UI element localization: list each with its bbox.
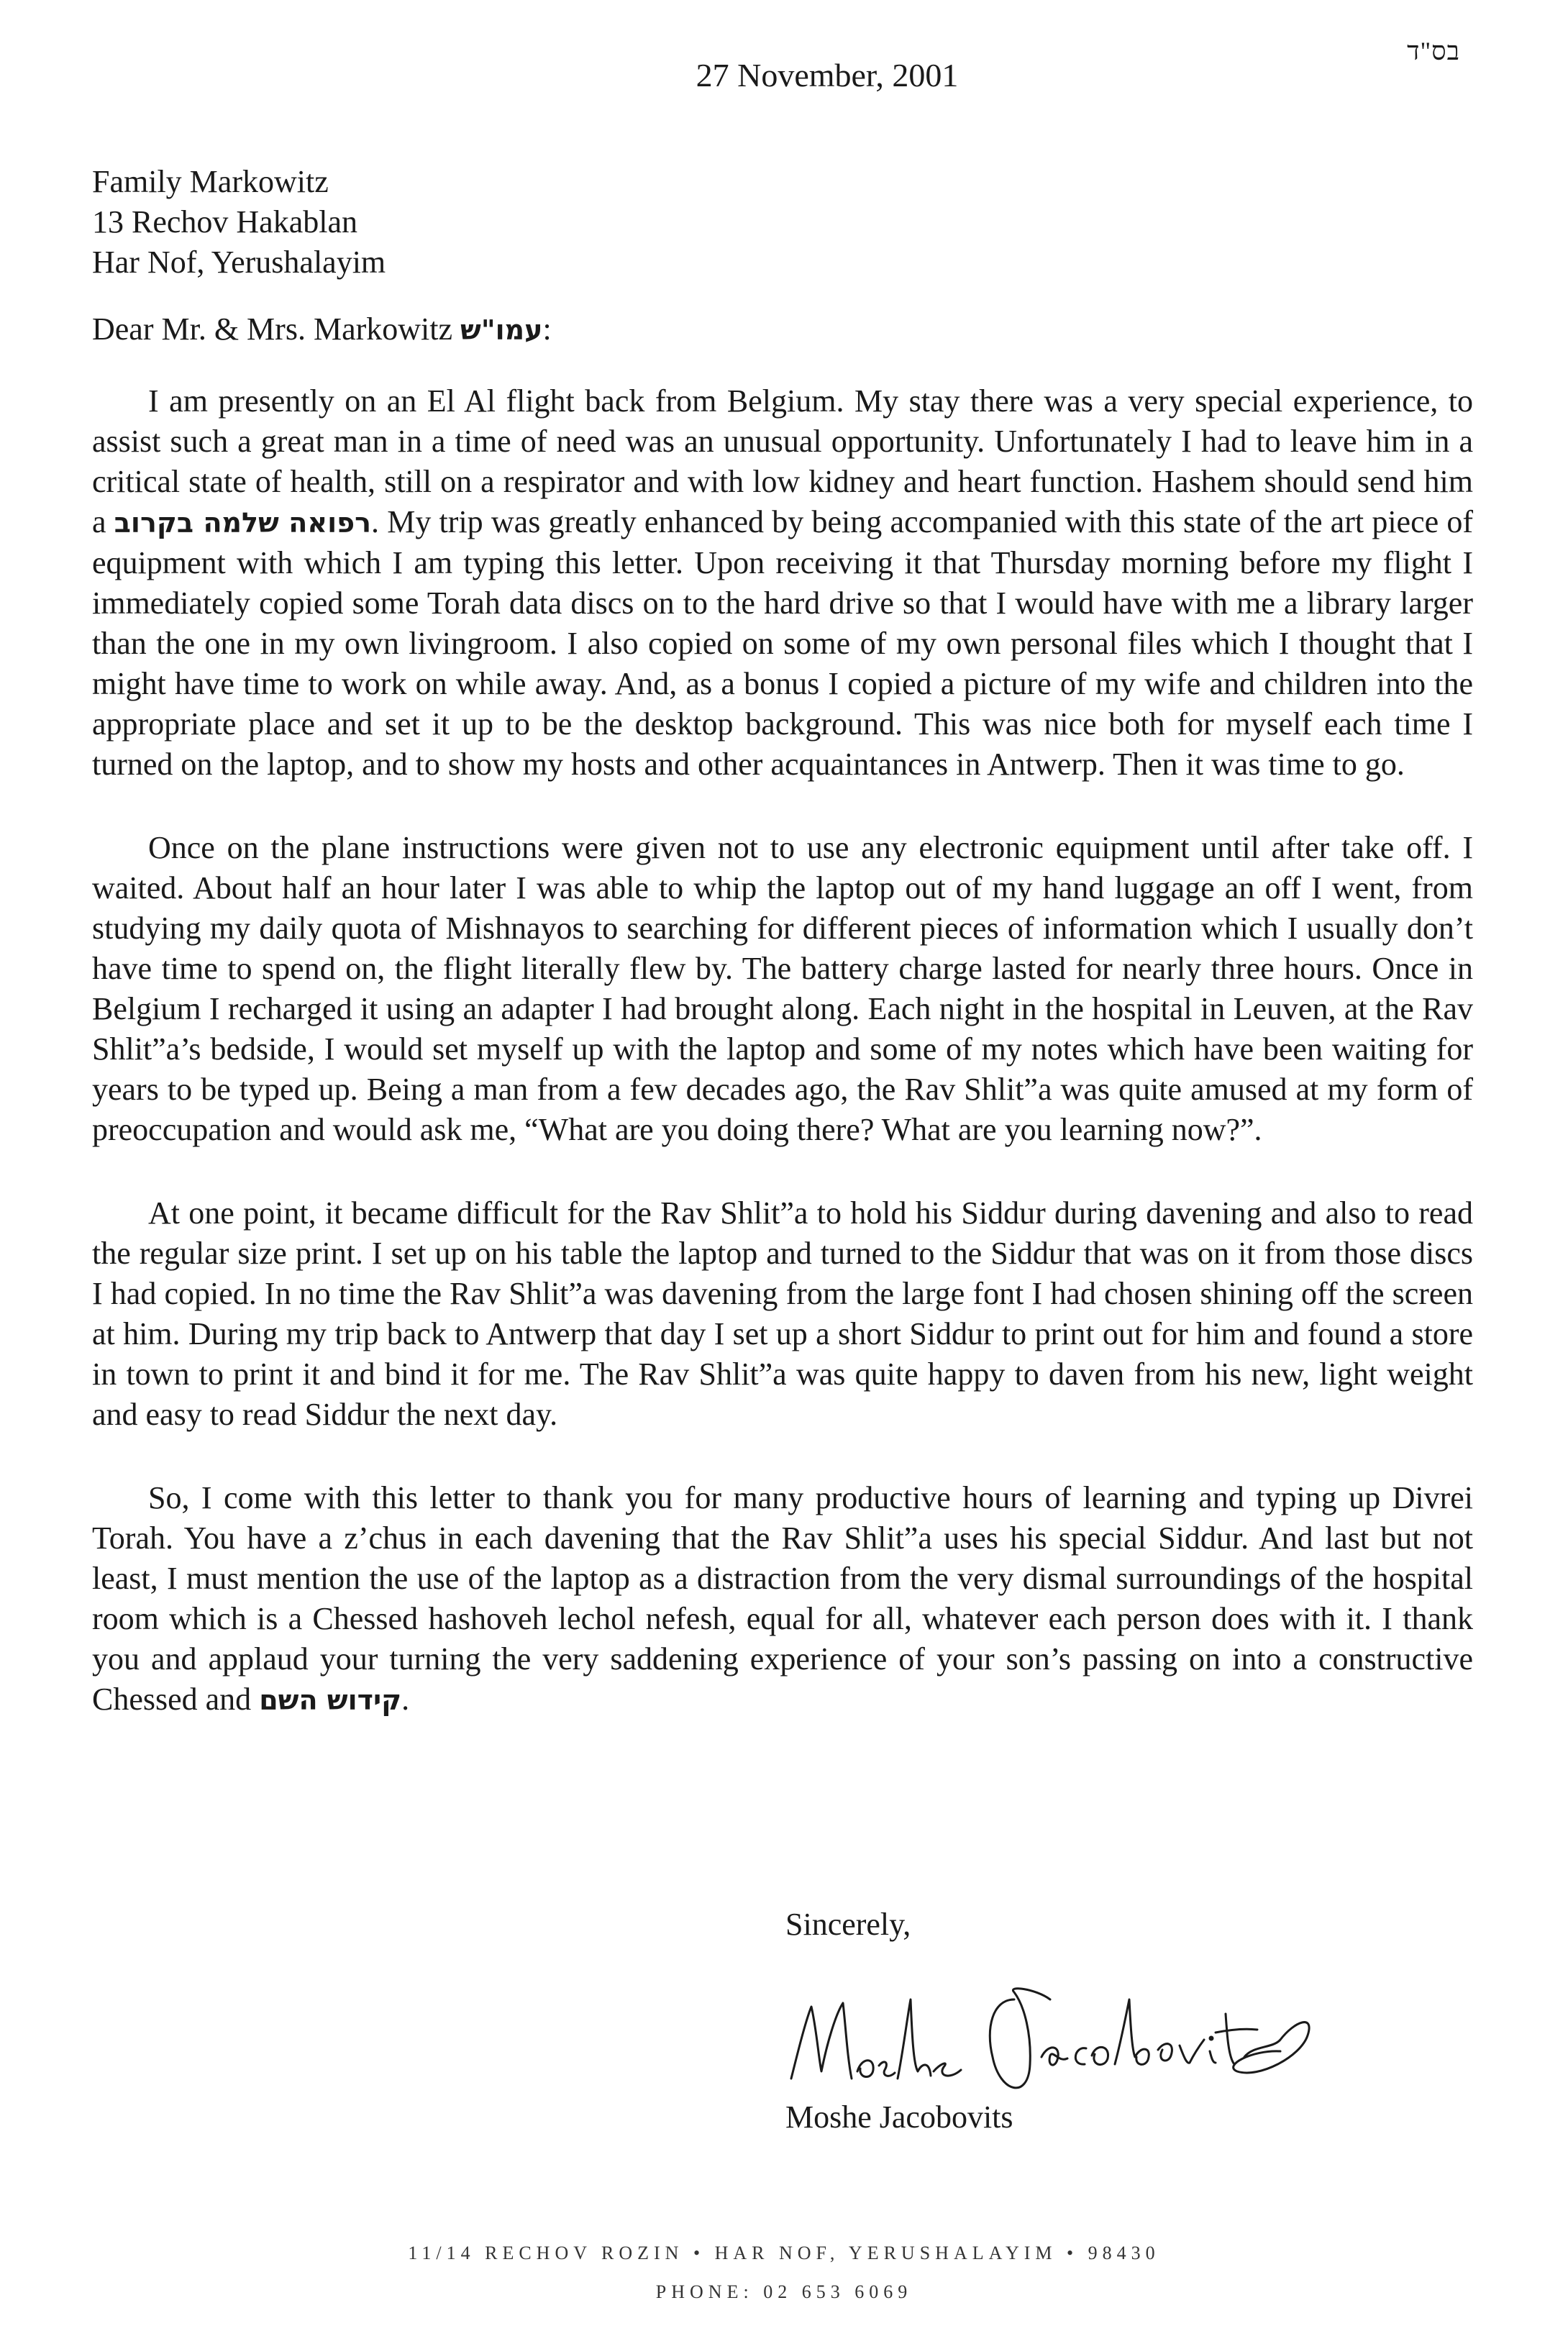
footer-address: 11/14 RECHOV ROZIN • HAR NOF, YERUSHALAYIM • 98430 bbox=[408, 2243, 1160, 2263]
recipient-line-3: Har Nof, Yerushalayim bbox=[92, 245, 386, 280]
paragraph-4-hebrew: קידוש השם bbox=[259, 1684, 402, 1716]
corner-mark: בס"ד bbox=[1407, 37, 1460, 65]
recipient-line-1: Family Markowitz bbox=[92, 164, 329, 199]
paragraph-1-hebrew: רפואה שלמה בקרוב bbox=[114, 507, 371, 539]
footer-phone: PHONE: 02 653 6069 bbox=[655, 2281, 913, 2302]
paragraph-1-text-a: I am presently on an El Al flight back from Belgium. My stay there was a very special experience, to assist such a great man in a time of need was an unusual opportunity. Unfortunately I had to leave him in a critical state of health, still on a respirator and with low kidney and heart function. Hashem should send him a bbox=[92, 383, 1473, 539]
paragraph-3: At one point, it became difficult for the Rav Shlit”a to hold his Siddur during davening and also to read the regular size print. I set up on his table the laptop and turned to the Siddur that was on it from those discs I had copied. In no time the Rav Shlit”a was davening from the large font I had chosen shining off the screen at him. During my trip back to Antwerp that day I set up a short Siddur to print out for him and found a store in town to print it and bind it for me. The Rav Shlit”a was quite happy to daven from his new, light weight and easy to read Siddur the next day. bbox=[92, 1195, 1473, 1432]
valediction: Sincerely, bbox=[785, 1907, 911, 1942]
paragraph-4-text-a: So, I come with this letter to thank you for many productive hours of learning and typing up Divrei Torah. You have a z’chus in each davening that the Rav Shlit”a uses his special Siddur. And last but not least, I must mention the use of the laptop as a distraction from the very dismal surroundings of the hospital room which is a Chessed hashoveh lechol nefesh, equal for all, whatever each person does with it. I thank you and applaud your turning the very saddening experience of your son’s passing on into a constructive Chessed and bbox=[92, 1480, 1473, 1717]
paragraph-2: Once on the plane instructions were given not to use any electronic equipment until after take off. I waited. About half an hour later I was able to whip the laptop out of my hand luggage an off I went, from studying my daily quota of Mishnayos to searching for different pieces of information which I usually don’t have time to spend on, the flight literally flew by. The battery charge lasted for nearly three hours. Once in Belgium I recharged it using an adapter I had brought along. Each night in the hospital in Leuven, at the Rav Shlit”a’s bedside, I would set myself up with the laptop and some of my notes which have been waiting for years to be typed up. Being a man from a few decades ago, the Rav Shlit”a was quite amused at my form of preoccupation and would ask me, “What are you doing there? What are you learning now?”. bbox=[92, 830, 1473, 1147]
handwritten-signature bbox=[777, 1971, 1323, 2107]
salutation bbox=[92, 311, 552, 347]
salutation-hebrew: עמו"ש bbox=[460, 314, 543, 346]
paragraph-1-text-b: . My trip was greatly enhanced by being accompanied with this state of the art piece of equipment with which I am typing this letter. Upon receiving it that Thursday morning before my flight I immediately copied some Torah data discs on to the hard drive so that I would have with me a library larger than the one in my own livingroom. I also copied on some of my own personal files which I thought that I might have time to work on while away. And, as a bonus I copied a picture of my wife and children into the appropriate place and set it up to be the desktop background. This was nice both for myself each time I turned on the laptop, and to show my hosts and other acquaintances in Antwerp. Then it was time to go. bbox=[92, 504, 1473, 782]
letter-date: 27 November, 2001 bbox=[696, 57, 959, 93]
paragraph-4 bbox=[92, 1478, 1473, 1720]
signer-name: Moshe Jacobovits bbox=[785, 2099, 1013, 2135]
paragraph-1 bbox=[92, 381, 1473, 785]
salutation-text: Dear Mr. & Mrs. Markowitz bbox=[92, 311, 461, 347]
recipient-address bbox=[92, 162, 386, 283]
paragraph-4-text-b: . bbox=[401, 1682, 410, 1717]
letter-body bbox=[92, 381, 1473, 1764]
salutation-suffix: : bbox=[542, 311, 552, 347]
recipient-line-2: 13 Rechov Hakablan bbox=[92, 204, 357, 240]
